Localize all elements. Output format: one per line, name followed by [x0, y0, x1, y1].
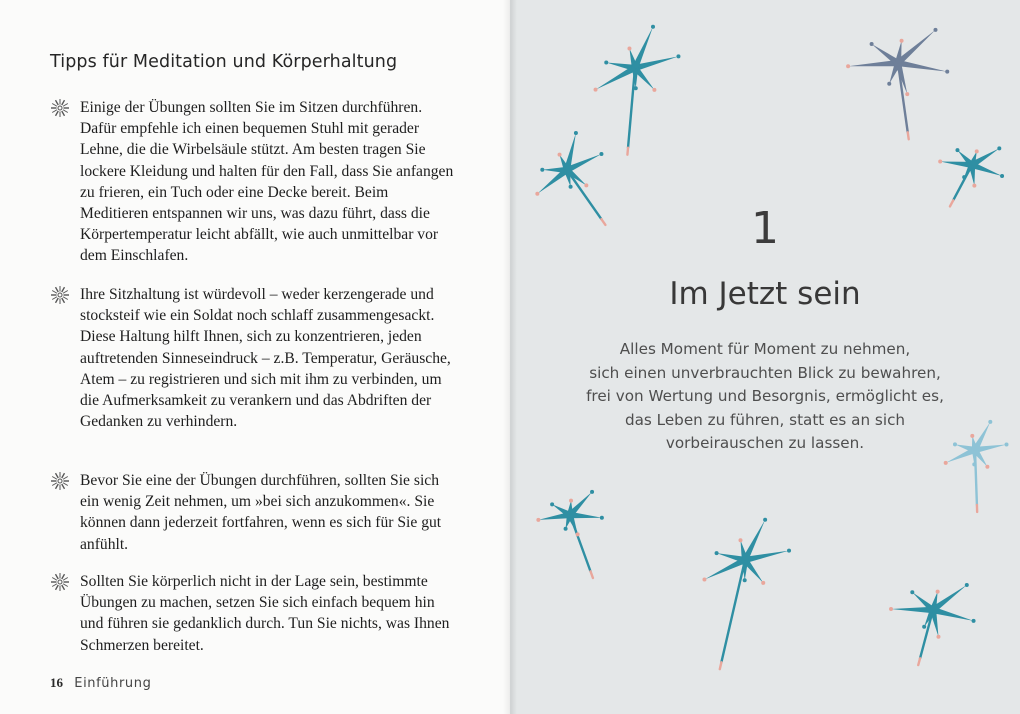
dandelion-seed-icon	[944, 420, 1009, 512]
tip-text: Bevor Sie eine der Übungen durchführen, sollten Sie sich ein wenig Zeit nehmen, um »bei sich anzukommen«. Sie können dann jederzeit fortfahren, wenn es sich für Sie gut anfühlt.	[80, 472, 442, 553]
tip-item	[50, 571, 455, 656]
running-chapter-title: Einführung	[74, 676, 152, 691]
sun-ornament-icon	[50, 285, 70, 305]
book-gutter	[503, 0, 517, 714]
dandelion-seed-icon	[938, 146, 1004, 206]
page-footer	[50, 675, 151, 691]
section-title: Tipps für Meditation und Körperhaltung	[50, 52, 398, 72]
tip-item	[50, 97, 455, 267]
right-page	[510, 0, 1020, 714]
intro-line: frei von Wertung und Besorgnis, ermöglicht es,	[586, 387, 944, 406]
tip-text: Ihre Sitzhaltung ist würdevoll – weder kerzengerade und stocksteif wie ein Soldat noch schlaff zusammengesackt. Diese Haltung hilft Ihnen, sich zu konzentrieren, jeden auftretenden Sinneseindruck – z.B. Temperatur, Geräusche, Atem – zu registrieren und sich mit ihm zu verbinden, um die Aufmerksamkeit zu verankern und das Abdriften der Gedanken zu verhindern.	[80, 286, 451, 431]
intro-line: vorbeirauschen zu lassen.	[665, 434, 865, 453]
chapter-title: Im Jetzt sein	[669, 276, 861, 312]
intro-line: das Leben zu führen, statt es an sich	[624, 410, 906, 429]
dandelion-seed-icon	[536, 490, 604, 578]
chapter-number: 1	[751, 203, 779, 254]
tip-text: Sollten Sie körperlich nicht in der Lage sein, bestimmte Übungen zu machen, setzen Sie sich einfach bequem hin und führen sie gedanklich durch. Tun Sie nichts, was Ihnen Schmerzen bereitet.	[80, 573, 450, 654]
tip-item	[50, 470, 455, 555]
sun-ornament-icon	[50, 471, 70, 491]
intro-line: sich einen unverbrauchten Blick zu bewahren,	[589, 363, 941, 382]
sun-ornament-icon	[50, 98, 70, 118]
tip-item	[50, 284, 455, 432]
chapter-intro	[580, 338, 950, 456]
sun-ornament-icon	[50, 572, 70, 592]
dandelion-seed-icon	[594, 25, 681, 155]
page-number: 16	[50, 675, 63, 690]
tip-text: Einige der Übungen sollten Sie im Sitzen durchführen. Dafür empfehle ich einen bequemen Stuhl mit gerader Lehne, die die Wirbelsäule stützt. Am besten tragen Sie lockere Kleidung und halten für den Fall, dass Sie anfangen zu frieren, ein Tuch oder eine Decke bereit. Beim Meditieren entspannen wir uns, was dazu führt, dass die Körpertemperatur leicht abfällt, wie auch unmittelbar vor dem Einschlafen.	[80, 99, 454, 265]
intro-line: Alles Moment für Moment zu nehmen,	[619, 340, 911, 358]
dandelion-seed-icon	[846, 28, 949, 139]
dandelion-seed-icon	[702, 518, 791, 669]
dandelion-seed-icon	[889, 583, 976, 665]
